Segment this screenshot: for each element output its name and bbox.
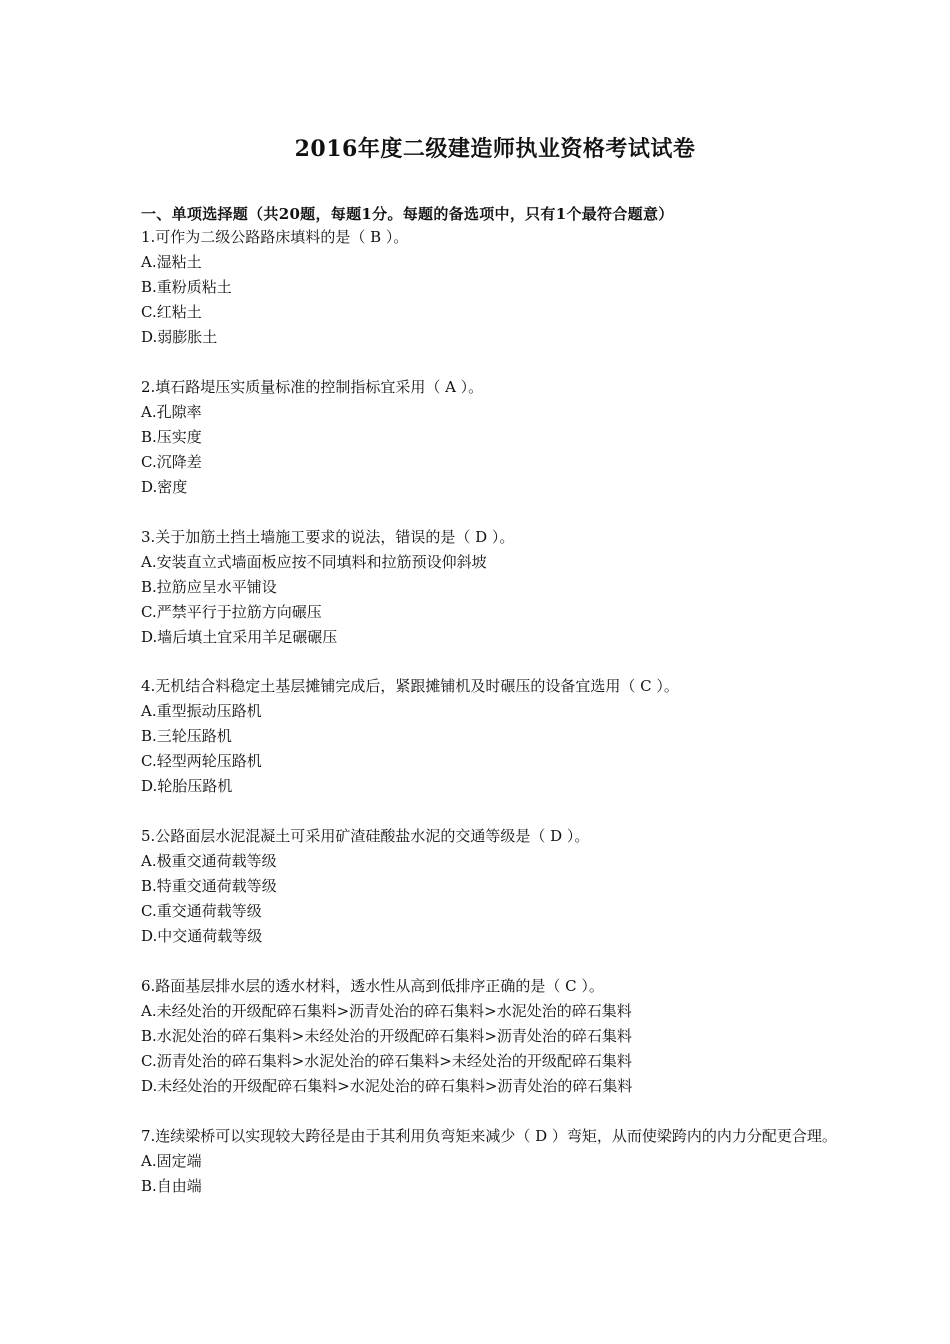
question-stem: 5.公路面层水泥混凝土可采用矿渣硅酸盐水泥的交通等级是（ D ）。	[141, 827, 590, 846]
question-option: C.轻型两轮压路机	[141, 752, 262, 771]
question-option: D.墙后填土宜采用羊足碾碾压	[141, 627, 338, 646]
question-stem: 6.路面基层排水层的透水材料，透水性从高到低排序正确的是（ C ）。	[141, 976, 604, 995]
question-stem: 7.连续梁桥可以实现较大跨径是由于其利用负弯矩来减少（ D ）弯矩，从而使梁跨内的内力分配更合理。	[141, 1126, 837, 1145]
question-stem: 1.可作为二级公路路床填料的是（ B ）。	[141, 228, 409, 246]
question-option: A.安装直立式墙面板应按不同填料和拉筋预设仰斜坡	[141, 552, 487, 571]
question-option: C.重交通荷载等级	[141, 902, 262, 921]
question-option: B.水泥处治的碎石集料>未经处治的开级配碎石集料>沥青处治的碎石集料	[141, 1026, 632, 1045]
question-option: D.轮胎压路机	[141, 777, 233, 796]
question-stem: 2.填石路堤压实质量标准的控制指标宜采用（ A ）。	[141, 377, 484, 396]
question-option: A.重型振动压路机	[141, 702, 262, 721]
question-stem: 4.无机结合料稳定土基层摊铺完成后，紧跟摊铺机及时碾压的设备宜选用（ C ）。	[141, 677, 679, 696]
question-option: B.特重交通荷载等级	[141, 877, 277, 896]
question-option: B.自由端	[141, 1176, 202, 1195]
question-6	[141, 974, 861, 1099]
question-stem: 3.关于加筋土挡土墙施工要求的说法，错误的是（ D ）。	[141, 527, 515, 546]
question-option: D.中交通荷载等级	[141, 927, 263, 946]
question-option: C.沥青处治的碎石集料>水泥处治的碎石集料>未经处治的开级配碎石集料	[141, 1051, 632, 1070]
question-option: A.极重交通荷载等级	[141, 852, 277, 871]
question-option: C.红粘土	[141, 303, 202, 321]
question-7	[141, 1124, 861, 1199]
question-1	[141, 225, 861, 350]
question-option: A.固定端	[141, 1151, 202, 1170]
question-option: C.严禁平行于拉筋方向碾压	[141, 602, 322, 621]
question-option: A.未经处治的开级配碎石集料>沥青处治的碎石集料>水泥处治的碎石集料	[141, 1001, 632, 1020]
question-3	[141, 525, 861, 650]
question-option: C.沉降差	[141, 452, 202, 471]
question-option: B.三轮压路机	[141, 727, 232, 746]
question-option: A.湿粘土	[141, 253, 202, 271]
question-2	[141, 375, 861, 500]
question-4	[141, 674, 861, 799]
question-list	[141, 225, 861, 1224]
question-option: A.孔隙率	[141, 402, 202, 421]
question-5	[141, 824, 861, 949]
question-option: D.未经处治的开级配碎石集料>水泥处治的碎石集料>沥青处治的碎石集料	[141, 1076, 633, 1095]
page-title: 2016年度二级建造师执业资格考试试卷	[294, 136, 696, 162]
section-header: 一、单项选择题（共20题，每题1分。每题的备选项中，只有1个最符合题意）	[141, 205, 674, 223]
question-option: B.压实度	[141, 427, 202, 446]
question-option: B.拉筋应呈水平铺设	[141, 577, 277, 596]
question-option: D.弱膨胀土	[141, 328, 218, 346]
question-option: B.重粉质粘土	[141, 278, 232, 296]
question-option: D.密度	[141, 477, 188, 496]
